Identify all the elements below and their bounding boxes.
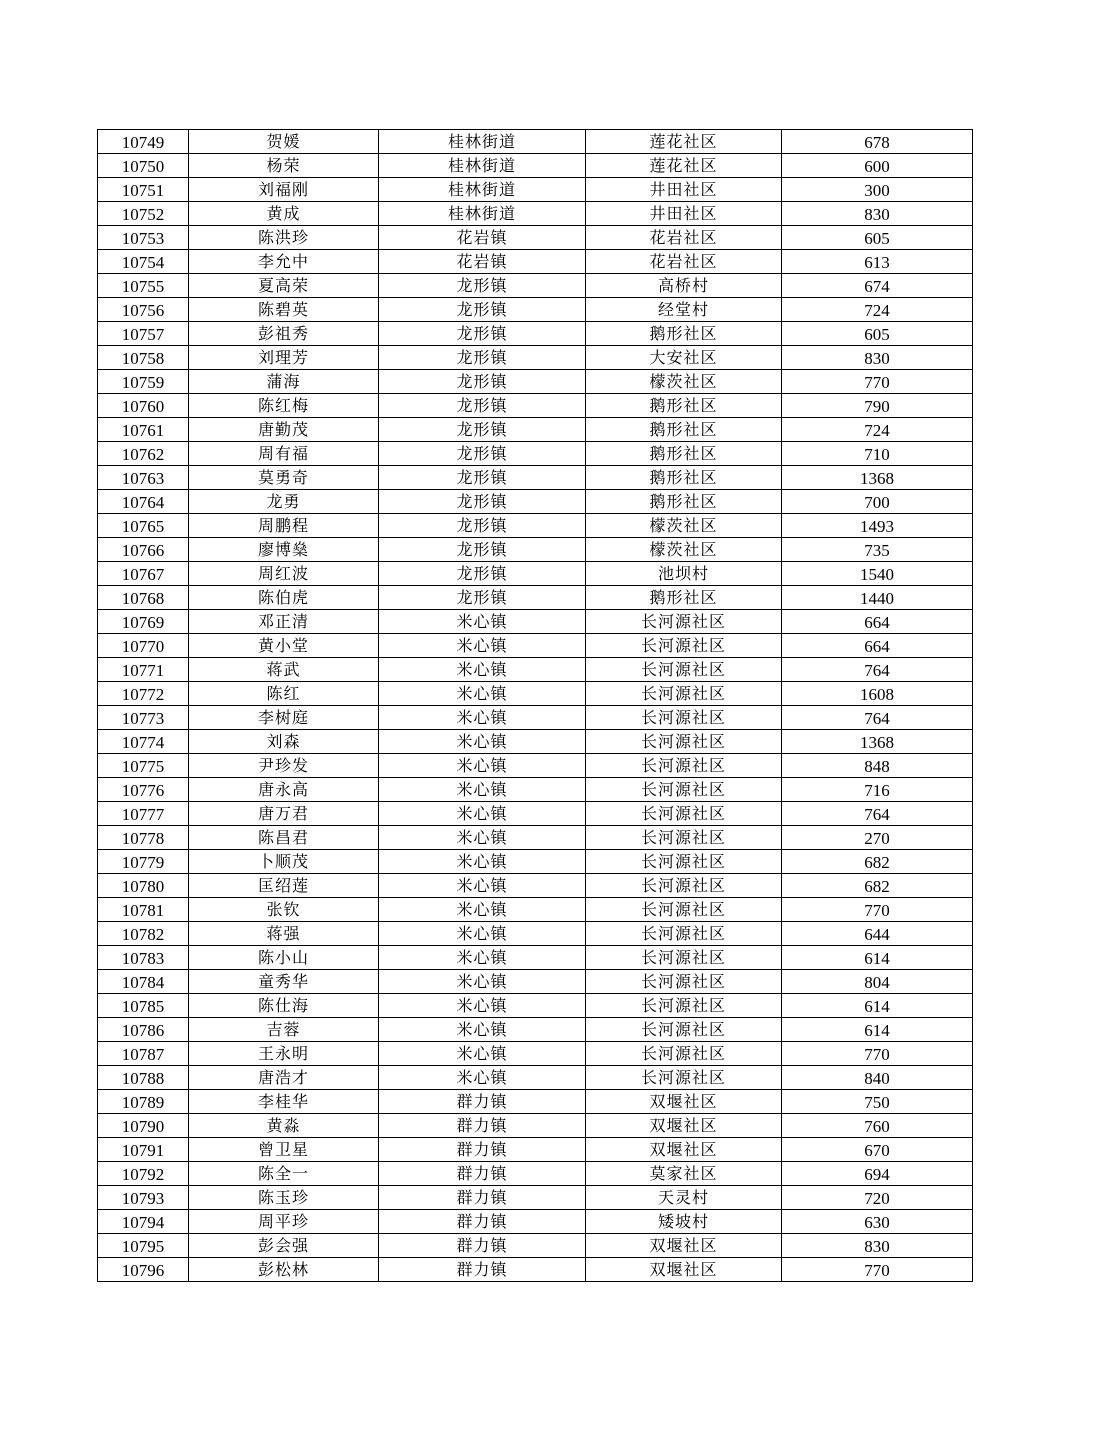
name-cell: 李允中 [189,250,379,274]
community-cell: 双堰社区 [586,1114,782,1138]
community-cell: 鹅形社区 [586,418,782,442]
table-row [98,1066,973,1090]
community-cell: 双堰社区 [586,1258,782,1282]
serial-number-cell: 10795 [98,1234,189,1258]
community-cell: 鹅形社区 [586,394,782,418]
amount-cell: 720 [782,1186,973,1210]
amount-cell: 848 [782,754,973,778]
amount-cell: 790 [782,394,973,418]
serial-number-cell: 10793 [98,1186,189,1210]
community-cell: 长河源社区 [586,1042,782,1066]
town-cell: 桂林街道 [379,178,586,202]
community-cell: 长河源社区 [586,634,782,658]
serial-number-cell: 10764 [98,490,189,514]
serial-number-cell: 10783 [98,946,189,970]
name-cell: 周平珍 [189,1210,379,1234]
amount-cell: 750 [782,1090,973,1114]
community-cell: 天灵村 [586,1186,782,1210]
amount-cell: 613 [782,250,973,274]
name-cell: 陈洪珍 [189,226,379,250]
amount-cell: 770 [782,898,973,922]
table-row [98,1210,973,1234]
amount-cell: 735 [782,538,973,562]
community-cell: 鹅形社区 [586,586,782,610]
table-row [98,490,973,514]
table-row [98,802,973,826]
name-cell: 周红波 [189,562,379,586]
name-cell: 陈仕海 [189,994,379,1018]
amount-cell: 1493 [782,514,973,538]
town-cell: 龙形镇 [379,442,586,466]
community-cell: 长河源社区 [586,1066,782,1090]
community-cell: 长河源社区 [586,826,782,850]
community-cell: 矮坡村 [586,1210,782,1234]
amount-cell: 724 [782,298,973,322]
town-cell: 米心镇 [379,994,586,1018]
amount-cell: 764 [782,802,973,826]
serial-number-cell: 10761 [98,418,189,442]
name-cell: 邓正清 [189,610,379,634]
table-row [98,394,973,418]
name-cell: 陈全一 [189,1162,379,1186]
community-cell: 檬茨社区 [586,514,782,538]
town-cell: 米心镇 [379,970,586,994]
table-row [98,946,973,970]
table-row [98,1042,973,1066]
name-cell: 唐勤茂 [189,418,379,442]
town-cell: 龙形镇 [379,538,586,562]
name-cell: 周有福 [189,442,379,466]
amount-cell: 682 [782,874,973,898]
serial-number-cell: 10780 [98,874,189,898]
serial-number-cell: 10754 [98,250,189,274]
town-cell: 群力镇 [379,1186,586,1210]
table-row [98,1258,973,1282]
serial-number-cell: 10781 [98,898,189,922]
table-row [98,1114,973,1138]
town-cell: 米心镇 [379,1042,586,1066]
community-cell: 双堰社区 [586,1138,782,1162]
community-cell: 井田社区 [586,202,782,226]
records-table-body [98,130,973,1282]
town-cell: 米心镇 [379,730,586,754]
table-row [98,298,973,322]
town-cell: 群力镇 [379,1090,586,1114]
amount-cell: 605 [782,322,973,346]
amount-cell: 614 [782,1018,973,1042]
town-cell: 米心镇 [379,874,586,898]
serial-number-cell: 10756 [98,298,189,322]
serial-number-cell: 10771 [98,658,189,682]
community-cell: 长河源社区 [586,922,782,946]
town-cell: 桂林街道 [379,154,586,178]
town-cell: 桂林街道 [379,130,586,154]
amount-cell: 716 [782,778,973,802]
amount-cell: 694 [782,1162,973,1186]
name-cell: 陈小山 [189,946,379,970]
name-cell: 唐浩才 [189,1066,379,1090]
serial-number-cell: 10759 [98,370,189,394]
town-cell: 龙形镇 [379,370,586,394]
table-row [98,898,973,922]
serial-number-cell: 10772 [98,682,189,706]
name-cell: 周鹏程 [189,514,379,538]
community-cell: 长河源社区 [586,778,782,802]
amount-cell: 678 [782,130,973,154]
name-cell: 贺媛 [189,130,379,154]
community-cell: 经堂村 [586,298,782,322]
serial-number-cell: 10758 [98,346,189,370]
community-cell: 莲花社区 [586,130,782,154]
table-row [98,562,973,586]
name-cell: 黄淼 [189,1114,379,1138]
table-row [98,1090,973,1114]
town-cell: 米心镇 [379,826,586,850]
serial-number-cell: 10791 [98,1138,189,1162]
community-cell: 长河源社区 [586,850,782,874]
community-cell: 莫家社区 [586,1162,782,1186]
town-cell: 群力镇 [379,1210,586,1234]
serial-number-cell: 10776 [98,778,189,802]
name-cell: 陈红 [189,682,379,706]
name-cell: 陈伯虎 [189,586,379,610]
community-cell: 双堰社区 [586,1090,782,1114]
serial-number-cell: 10788 [98,1066,189,1090]
serial-number-cell: 10760 [98,394,189,418]
table-row [98,610,973,634]
name-cell: 陈玉珍 [189,1186,379,1210]
amount-cell: 700 [782,490,973,514]
serial-number-cell: 10762 [98,442,189,466]
amount-cell: 830 [782,1234,973,1258]
community-cell: 长河源社区 [586,610,782,634]
town-cell: 米心镇 [379,946,586,970]
table-row [98,370,973,394]
table-row [98,826,973,850]
name-cell: 刘福刚 [189,178,379,202]
name-cell: 蒋武 [189,658,379,682]
name-cell: 陈昌君 [189,826,379,850]
amount-cell: 670 [782,1138,973,1162]
community-cell: 井田社区 [586,178,782,202]
town-cell: 米心镇 [379,850,586,874]
serial-number-cell: 10751 [98,178,189,202]
town-cell: 龙形镇 [379,490,586,514]
amount-cell: 764 [782,658,973,682]
serial-number-cell: 10750 [98,154,189,178]
serial-number-cell: 10789 [98,1090,189,1114]
serial-number-cell: 10794 [98,1210,189,1234]
name-cell: 李树庭 [189,706,379,730]
serial-number-cell: 10752 [98,202,189,226]
table-row [98,1162,973,1186]
table-row [98,226,973,250]
community-cell: 长河源社区 [586,994,782,1018]
town-cell: 米心镇 [379,778,586,802]
serial-number-cell: 10774 [98,730,189,754]
town-cell: 米心镇 [379,1066,586,1090]
table-row [98,970,973,994]
name-cell: 杨荣 [189,154,379,178]
name-cell: 李桂华 [189,1090,379,1114]
serial-number-cell: 10763 [98,466,189,490]
table-row [98,730,973,754]
community-cell: 鹅形社区 [586,490,782,514]
table-row [98,1234,973,1258]
community-cell: 花岩社区 [586,250,782,274]
serial-number-cell: 10779 [98,850,189,874]
name-cell: 黄成 [189,202,379,226]
serial-number-cell: 10785 [98,994,189,1018]
table-row [98,322,973,346]
town-cell: 米心镇 [379,634,586,658]
town-cell: 米心镇 [379,706,586,730]
town-cell: 群力镇 [379,1114,586,1138]
table-row [98,250,973,274]
serial-number-cell: 10757 [98,322,189,346]
table-row [98,538,973,562]
town-cell: 群力镇 [379,1138,586,1162]
name-cell: 陈红梅 [189,394,379,418]
amount-cell: 644 [782,922,973,946]
amount-cell: 1368 [782,466,973,490]
town-cell: 花岩镇 [379,250,586,274]
community-cell: 长河源社区 [586,802,782,826]
amount-cell: 605 [782,226,973,250]
amount-cell: 682 [782,850,973,874]
table-row [98,1186,973,1210]
name-cell: 唐万君 [189,802,379,826]
serial-number-cell: 10755 [98,274,189,298]
community-cell: 长河源社区 [586,1018,782,1042]
town-cell: 龙形镇 [379,586,586,610]
table-row [98,874,973,898]
town-cell: 米心镇 [379,898,586,922]
town-cell: 龙形镇 [379,418,586,442]
town-cell: 米心镇 [379,1018,586,1042]
name-cell: 卜顺茂 [189,850,379,874]
town-cell: 米心镇 [379,802,586,826]
community-cell: 檬茨社区 [586,370,782,394]
amount-cell: 614 [782,994,973,1018]
amount-cell: 724 [782,418,973,442]
table-row [98,850,973,874]
town-cell: 龙形镇 [379,274,586,298]
serial-number-cell: 10787 [98,1042,189,1066]
town-cell: 花岩镇 [379,226,586,250]
name-cell: 彭松林 [189,1258,379,1282]
amount-cell: 300 [782,178,973,202]
amount-cell: 770 [782,370,973,394]
town-cell: 桂林街道 [379,202,586,226]
name-cell: 尹珍发 [189,754,379,778]
serial-number-cell: 10784 [98,970,189,994]
serial-number-cell: 10753 [98,226,189,250]
table-row [98,154,973,178]
table-row [98,1018,973,1042]
amount-cell: 1440 [782,586,973,610]
town-cell: 米心镇 [379,754,586,778]
community-cell: 长河源社区 [586,898,782,922]
name-cell: 黄小堂 [189,634,379,658]
community-cell: 长河源社区 [586,946,782,970]
name-cell: 童秀华 [189,970,379,994]
serial-number-cell: 10777 [98,802,189,826]
community-cell: 双堰社区 [586,1234,782,1258]
community-cell: 莲花社区 [586,154,782,178]
community-cell: 池坝村 [586,562,782,586]
table-row [98,178,973,202]
name-cell: 彭会强 [189,1234,379,1258]
town-cell: 米心镇 [379,922,586,946]
table-row [98,346,973,370]
serial-number-cell: 10766 [98,538,189,562]
town-cell: 龙形镇 [379,346,586,370]
amount-cell: 674 [782,274,973,298]
town-cell: 米心镇 [379,682,586,706]
community-cell: 长河源社区 [586,682,782,706]
community-cell: 檬茨社区 [586,538,782,562]
name-cell: 陈碧英 [189,298,379,322]
table-row [98,418,973,442]
name-cell: 刘森 [189,730,379,754]
records-table [97,129,973,1282]
serial-number-cell: 10770 [98,634,189,658]
amount-cell: 664 [782,634,973,658]
name-cell: 曾卫星 [189,1138,379,1162]
name-cell: 廖博燊 [189,538,379,562]
serial-number-cell: 10790 [98,1114,189,1138]
amount-cell: 840 [782,1066,973,1090]
table-row [98,1138,973,1162]
town-cell: 龙形镇 [379,562,586,586]
name-cell: 夏高荣 [189,274,379,298]
name-cell: 刘理芳 [189,346,379,370]
community-cell: 长河源社区 [586,658,782,682]
town-cell: 群力镇 [379,1162,586,1186]
community-cell: 长河源社区 [586,754,782,778]
community-cell: 长河源社区 [586,970,782,994]
table-row [98,754,973,778]
amount-cell: 830 [782,202,973,226]
serial-number-cell: 10778 [98,826,189,850]
amount-cell: 764 [782,706,973,730]
town-cell: 群力镇 [379,1234,586,1258]
community-cell: 长河源社区 [586,874,782,898]
table-row [98,466,973,490]
amount-cell: 710 [782,442,973,466]
amount-cell: 1540 [782,562,973,586]
table-row [98,130,973,154]
community-cell: 鹅形社区 [586,466,782,490]
town-cell: 龙形镇 [379,298,586,322]
town-cell: 米心镇 [379,658,586,682]
amount-cell: 600 [782,154,973,178]
name-cell: 蒲海 [189,370,379,394]
amount-cell: 770 [782,1258,973,1282]
table-row [98,706,973,730]
table-row [98,778,973,802]
amount-cell: 804 [782,970,973,994]
amount-cell: 830 [782,346,973,370]
town-cell: 龙形镇 [379,322,586,346]
amount-cell: 1608 [782,682,973,706]
serial-number-cell: 10782 [98,922,189,946]
table-row [98,922,973,946]
community-cell: 鹅形社区 [586,442,782,466]
amount-cell: 760 [782,1114,973,1138]
serial-number-cell: 10765 [98,514,189,538]
community-cell: 大安社区 [586,346,782,370]
town-cell: 龙形镇 [379,514,586,538]
amount-cell: 614 [782,946,973,970]
table-row [98,682,973,706]
serial-number-cell: 10792 [98,1162,189,1186]
town-cell: 龙形镇 [379,394,586,418]
serial-number-cell: 10749 [98,130,189,154]
serial-number-cell: 10796 [98,1258,189,1282]
table-row [98,202,973,226]
table-row [98,994,973,1018]
serial-number-cell: 10767 [98,562,189,586]
table-row [98,586,973,610]
community-cell: 花岩社区 [586,226,782,250]
name-cell: 蒋强 [189,922,379,946]
serial-number-cell: 10773 [98,706,189,730]
amount-cell: 664 [782,610,973,634]
table-row [98,514,973,538]
amount-cell: 630 [782,1210,973,1234]
community-cell: 长河源社区 [586,706,782,730]
table-row [98,658,973,682]
table-row [98,442,973,466]
serial-number-cell: 10768 [98,586,189,610]
serial-number-cell: 10775 [98,754,189,778]
table-row [98,274,973,298]
serial-number-cell: 10769 [98,610,189,634]
community-cell: 鹅形社区 [586,322,782,346]
name-cell: 龙勇 [189,490,379,514]
amount-cell: 1368 [782,730,973,754]
name-cell: 匡绍莲 [189,874,379,898]
name-cell: 王永明 [189,1042,379,1066]
town-cell: 龙形镇 [379,466,586,490]
name-cell: 唐永高 [189,778,379,802]
town-cell: 群力镇 [379,1258,586,1282]
amount-cell: 770 [782,1042,973,1066]
amount-cell: 270 [782,826,973,850]
table-row [98,634,973,658]
town-cell: 米心镇 [379,610,586,634]
name-cell: 吉蓉 [189,1018,379,1042]
name-cell: 彭祖秀 [189,322,379,346]
serial-number-cell: 10786 [98,1018,189,1042]
community-cell: 长河源社区 [586,730,782,754]
name-cell: 张钦 [189,898,379,922]
name-cell: 莫勇奇 [189,466,379,490]
community-cell: 高桥村 [586,274,782,298]
